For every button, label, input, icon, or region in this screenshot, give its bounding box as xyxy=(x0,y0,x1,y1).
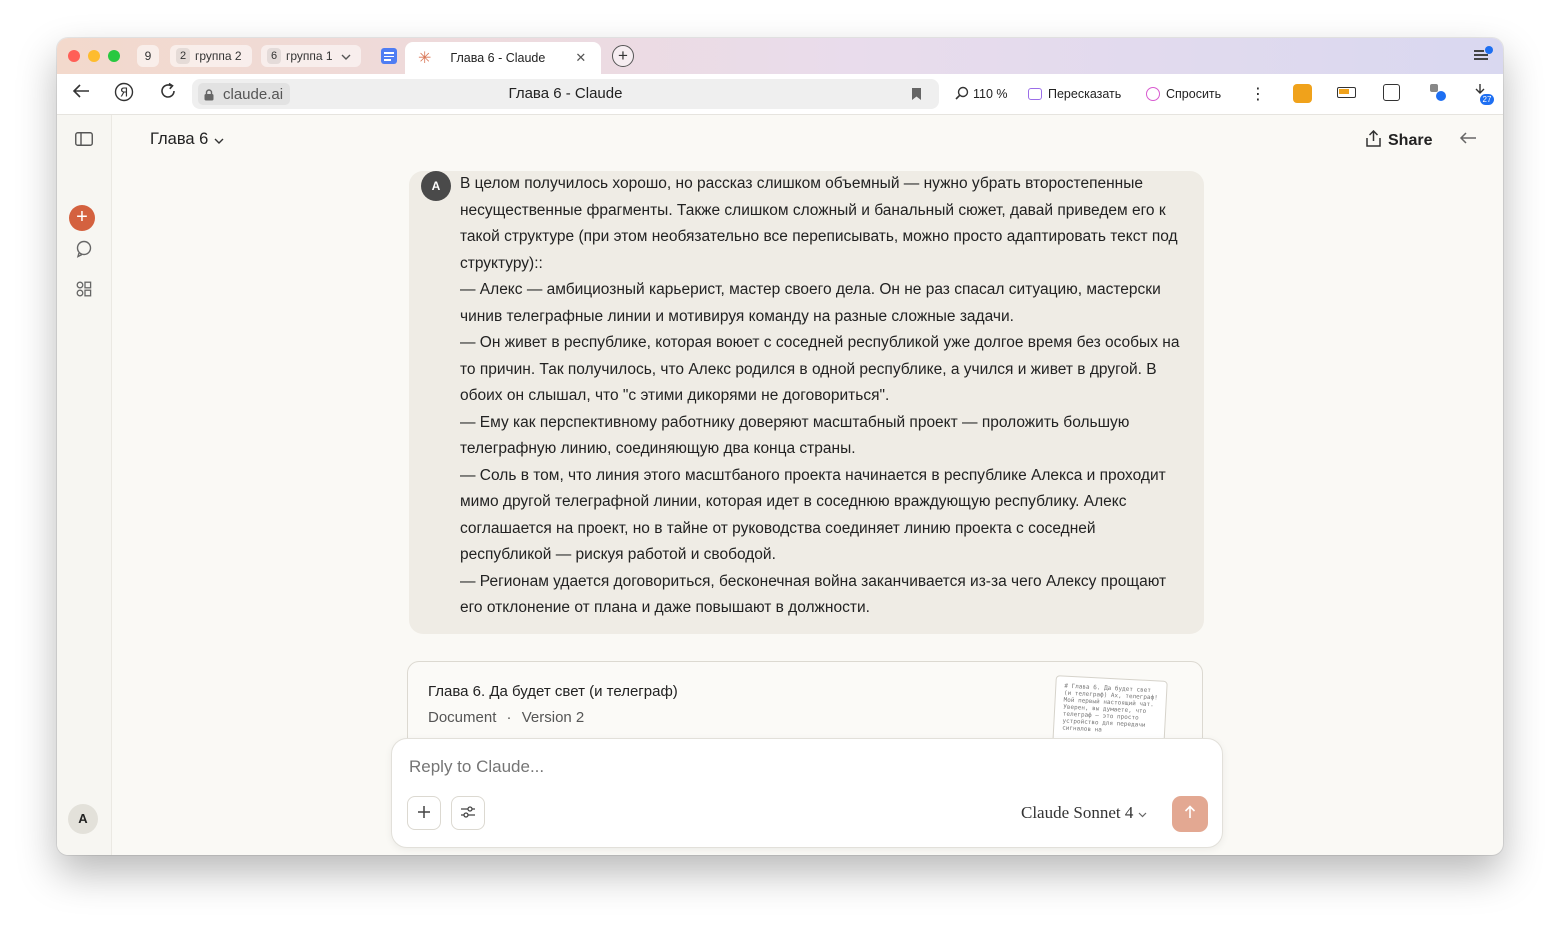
sidebar xyxy=(57,115,112,855)
model-selector[interactable] xyxy=(1021,803,1147,823)
message-paragraph: — Он живет в республике, которая воюет с соседней республикой уже долгое время без особых на то причин. Так получилось, что Алекс родился в одной республике, а учился и живет в другой. В обоих он слышал, что "с этими дикорями не договориться". xyxy=(460,334,1180,404)
tab-title: Глава 6 - Claude xyxy=(450,51,546,65)
tab-group-count: 2 xyxy=(176,48,190,64)
tools-button[interactable] xyxy=(451,796,485,830)
collapse-arrow-icon[interactable] xyxy=(1459,128,1477,151)
share-button[interactable] xyxy=(1366,130,1432,152)
tab-group-collapsed[interactable] xyxy=(137,45,159,67)
separator-dot: · xyxy=(506,709,512,726)
message-paragraph: В целом получилось хорошо, но рассказ слишком объемный — нужно убрать второстепенные несущественные фрагменты. Также слишком сложный и банальный сюжет, давай приведем его к такой структуре (при этом необязательно все переписывать, можно просто адаптировать текст под структуру):: xyxy=(460,175,1178,272)
retell-button[interactable] xyxy=(1028,83,1121,105)
reply-input[interactable]: Reply to Claude... xyxy=(409,757,545,776)
chevron-down-icon xyxy=(341,49,351,63)
notes-tab-icon[interactable] xyxy=(381,48,397,64)
composer xyxy=(391,738,1223,848)
sliders-icon xyxy=(460,802,476,824)
projects-icon[interactable] xyxy=(72,280,96,304)
bookmark-icon[interactable] xyxy=(911,87,922,106)
minimize-window-button[interactable] xyxy=(88,50,100,62)
zoom-button[interactable] xyxy=(955,83,1008,105)
address-bar[interactable] xyxy=(192,79,939,109)
tab-group-count: 6 xyxy=(267,48,281,64)
tab-list-icon[interactable] xyxy=(1474,48,1492,62)
arrow-up-icon xyxy=(1184,804,1196,823)
claude-logo-icon: ✳ xyxy=(418,50,432,67)
sidebar-toggle-icon[interactable] xyxy=(72,130,96,154)
chevron-down-icon xyxy=(1138,803,1147,823)
share-icon xyxy=(1366,130,1381,152)
tab-active[interactable] xyxy=(405,42,601,74)
attach-button[interactable] xyxy=(407,796,441,830)
ask-icon xyxy=(1146,87,1160,101)
zoom-icon xyxy=(955,86,969,103)
close-tab-icon[interactable]: ✕ xyxy=(575,50,587,65)
tab-group-count: 9 xyxy=(144,49,152,63)
page-title: Глава 6 - Claude xyxy=(508,85,623,102)
plus-icon xyxy=(417,802,431,824)
tab-group-label: группа 1 xyxy=(286,49,333,63)
reload-icon[interactable] xyxy=(156,82,180,106)
share-label: Share xyxy=(1388,132,1433,149)
tab-group-2[interactable] xyxy=(170,45,252,67)
chevron-down-icon xyxy=(214,130,224,149)
url-text: claude.ai xyxy=(223,85,284,103)
browser-toolbar xyxy=(57,74,1503,115)
battery-extension-icon[interactable] xyxy=(1337,87,1356,98)
zoom-level: 110 % xyxy=(973,87,1008,101)
artifact-version: Version 2 xyxy=(521,709,585,726)
user-message-text xyxy=(460,171,1185,622)
message-paragraph: — Алекс — амбициозный карьерист, мастер своего дела. Он не раз спасал ситуацию, мастерски чинив телеграфные линии и мотивируя команду на разные сложные задачи. xyxy=(460,281,1161,325)
new-chat-button[interactable]: + xyxy=(69,205,95,231)
back-arrow-icon[interactable] xyxy=(69,82,93,106)
downloads-icon[interactable] xyxy=(1473,83,1497,105)
tab-group-1[interactable] xyxy=(261,45,361,67)
browser-window xyxy=(57,38,1503,855)
artifact-title: Глава 6. Да будет свет (и телеграф) xyxy=(428,683,678,700)
artifact-thumbnail: # Глава 6. Да будет свет (и телеграф) Ах, телеграф! Мой первый настоящий чат. Уверен, вы думаете, что телеграф – это просто устройство для передачи сигналов на xyxy=(1052,675,1168,751)
extension-shield-icon[interactable] xyxy=(1293,84,1312,103)
tab-bar xyxy=(57,38,1503,74)
ask-button[interactable] xyxy=(1146,83,1221,105)
model-label: Claude Sonnet 4 xyxy=(1021,803,1134,822)
artifact-meta xyxy=(428,709,584,726)
zoom-window-button[interactable] xyxy=(108,50,120,62)
yandex-icon[interactable] xyxy=(112,82,136,106)
new-tab-button[interactable]: + xyxy=(612,45,634,67)
message-paragraph: — Регионам удается договориться, бесконечная война заканчивается из-за чего Алексу прощают его отклонение от плана и даже повышают в должности. xyxy=(460,572,1167,616)
profile-extension-icon[interactable] xyxy=(1430,84,1446,100)
chat-title-button[interactable] xyxy=(150,130,224,149)
user-avatar[interactable]: A xyxy=(68,804,98,834)
retell-icon xyxy=(1028,88,1042,100)
message-paragraph: — Ему как перспективному работнику доверяют масштабный проект — проложить большую телеграфную линию, соединяющую два конца страны. xyxy=(460,413,1130,457)
message-paragraph: — Соль в том, что линия этого масштбаного проекта начинается в республике Алекса и проходит мимо другой телеграфной линии, которая идет в соседнюю враждующую республику. Алекс соглашается на проект, но в тайне от руководства соединяет линию проекта с соседней республикой — рискуя работой и свободой. xyxy=(460,466,1166,563)
more-menu-icon[interactable]: ⋮ xyxy=(1250,86,1266,103)
artifact-type: Document xyxy=(428,709,497,726)
close-window-button[interactable] xyxy=(68,50,80,62)
retell-label: Пересказать xyxy=(1048,87,1122,101)
chats-icon[interactable] xyxy=(72,240,96,264)
downloads-badge: 27 xyxy=(1480,94,1494,105)
send-button[interactable] xyxy=(1172,796,1208,832)
tab-group-label: группа 2 xyxy=(195,49,242,63)
puzzle-extension-icon[interactable] xyxy=(1383,84,1400,101)
svg-text:Я: Я xyxy=(119,85,129,100)
chat-title: Глава 6 xyxy=(150,130,209,148)
ask-label: Спросить xyxy=(1166,87,1222,101)
message-avatar: A xyxy=(421,171,451,201)
